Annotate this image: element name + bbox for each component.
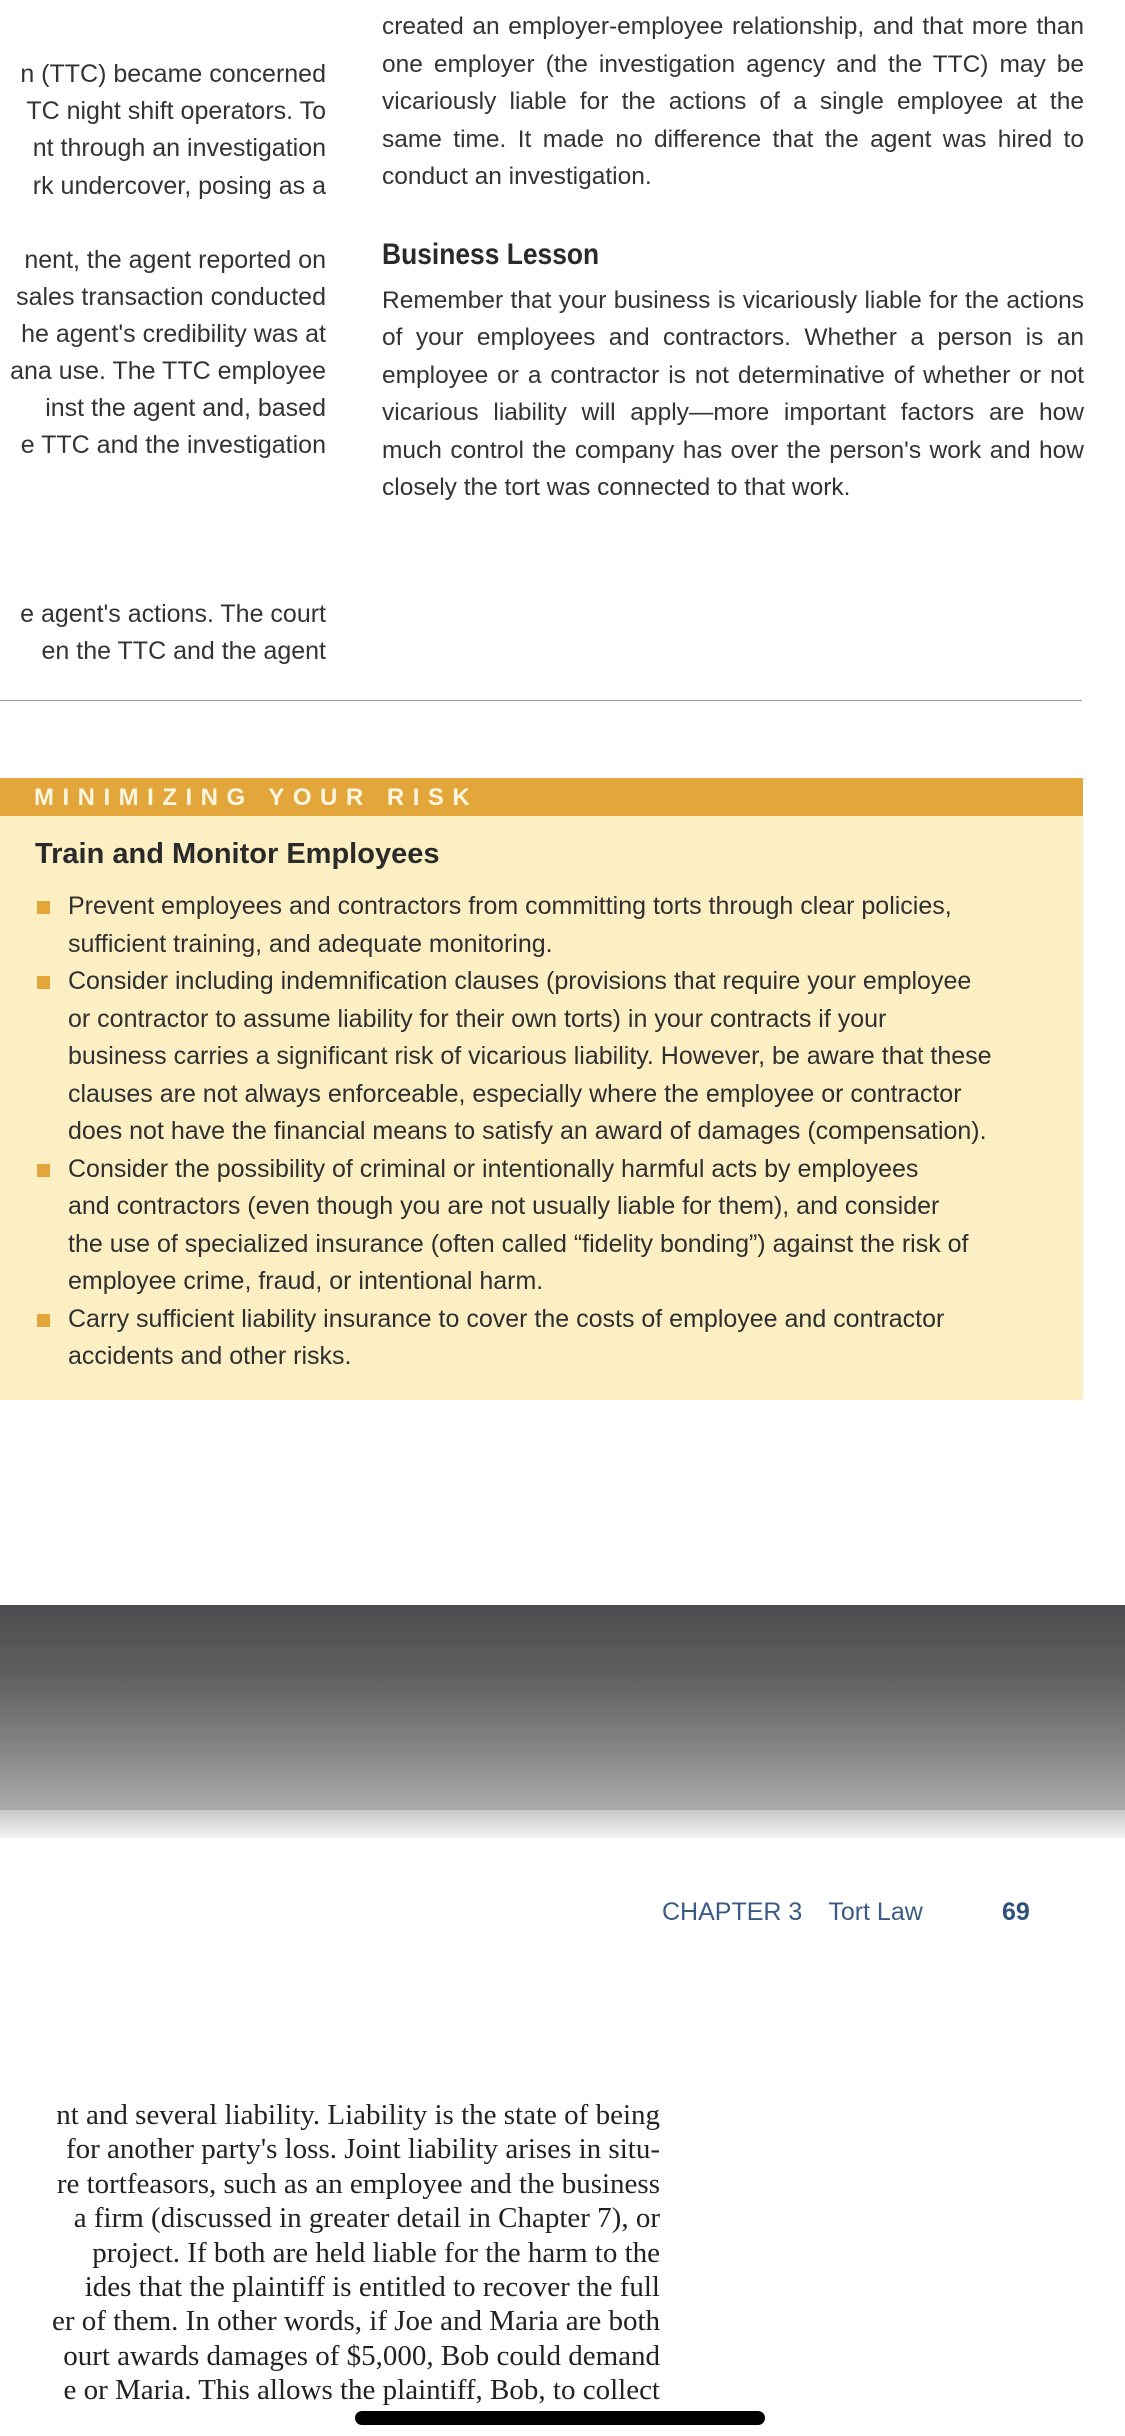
left-column-cropped: [0, 0, 340, 700]
left-text-line: n (TTC) became concerned: [20, 60, 326, 88]
risk-item-line: and contractors (even though you are not usually liable for them), and consider: [68, 1192, 940, 1220]
body-text-line: e or Maria. This allows the plaintiff, Bob, to collect: [63, 2374, 660, 2407]
section-divider: [0, 700, 1082, 701]
risk-item-line: employee crime, fraud, or intentional harm.: [68, 1267, 544, 1295]
risk-item-line: Carry sufficient liability insurance to cover the costs of employee and contractor: [68, 1304, 945, 1333]
page-edge: [0, 1810, 1125, 1838]
left-text-line: TC night shift operators. To: [26, 97, 326, 125]
risk-item-line: or contractor to assume liability for their own torts) in your contracts if your: [68, 1004, 887, 1033]
left-text-line: en the TTC and the agent: [41, 637, 326, 665]
risk-list-item: [0, 963, 1083, 1151]
square-bullet-icon: [37, 1164, 50, 1177]
case-paragraph: created an employer-employee relationship, and that more than one employer (the investigation agency and the TTC) may be vicariously liable for the actions of a single employee at the same time. It made no difference that the agent was hired to conduct an investigation.: [382, 13, 1084, 190]
square-bullet-icon: [37, 1314, 50, 1327]
bottom-page-text: [0, 2098, 660, 2408]
risk-item-line: the use of specialized insurance (often called “fidelity bonding”) against the risk of: [68, 1229, 969, 1258]
left-text-line: rk undercover, posing as a: [32, 172, 326, 200]
body-text-line: ides that the plaintiff is entitled to recover the full: [84, 2271, 660, 2304]
risk-list-item: [0, 1151, 1083, 1301]
left-text-line: inst the agent and, based: [45, 394, 326, 422]
square-bullet-icon: [37, 901, 50, 914]
risk-item-line: does not have the financial means to satisfy an award of damages (compensation).: [68, 1117, 987, 1145]
risk-list-item: [0, 888, 1083, 963]
chapter-title: Tort Law: [828, 1898, 923, 1926]
left-text-line: e TTC and the investigation: [20, 431, 326, 459]
chapter-number: CHAPTER 3: [662, 1898, 803, 1926]
business-lesson-text: Remember that your business is vicariously liable for the actions of your employees and contractors. Whether a person is an employee or a contractor is not determinative of whether or not vicarious liability will apply—more important factors are how much control the company has over the person's work and how closely the tort was connected to that work.: [382, 286, 1084, 501]
left-text-line: sales transaction conducted: [16, 283, 326, 311]
left-text-line: he agent's credibility was at: [21, 320, 326, 348]
risk-item-line: clauses are not always enforceable, especially where the employee or contractor: [68, 1079, 962, 1108]
body-text-line: nt and several liability. Liability is the state of being: [56, 2099, 660, 2131]
risk-list-item: [0, 1301, 1083, 1376]
page-gap-shadow: [0, 1605, 1125, 1810]
risk-banner: [0, 778, 1083, 816]
left-text-line: nent, the agent reported on: [24, 246, 326, 274]
square-bullet-icon: [37, 976, 50, 989]
risk-item-line: Consider the possibility of criminal or intentionally harmful acts by employees: [68, 1154, 919, 1183]
body-text-line: for another party's loss. Joint liability arises in situ-: [65, 2133, 660, 2166]
risk-list: [0, 888, 1083, 1376]
body-text-line: er of them. In other words, if Joe and Maria are both: [52, 2305, 660, 2338]
risk-item-line: business carries a significant risk of vicarious liability. However, be aware that these: [68, 1042, 992, 1070]
right-column: [382, 8, 1084, 507]
risk-banner-label: MINIMIZING YOUR RISK: [34, 784, 479, 811]
risk-item-line: sufficient training, and adequate monitoring.: [68, 929, 553, 958]
minimizing-risk-box: [0, 778, 1083, 1400]
body-text-line: ourt awards damages of $5,000, Bob could demand: [63, 2339, 660, 2372]
page-number: 69: [1002, 1898, 1030, 1926]
business-lesson-heading: Business Lesson: [382, 237, 600, 271]
home-indicator[interactable]: [355, 2411, 765, 2425]
risk-box-title: Train and Monitor Employees: [35, 838, 440, 870]
left-text-line: nt through an investigation: [32, 134, 326, 162]
risk-item-line: Consider including indemnification clauses (provisions that require your employee: [68, 967, 972, 995]
body-text-line: project. If both are held liable for the harm to the: [92, 2236, 660, 2269]
risk-item-line: Prevent employees and contractors from committing torts through clear policies,: [68, 892, 952, 920]
risk-item-line: accidents and other risks.: [68, 1342, 352, 1370]
left-text-line: e agent's actions. The court: [20, 600, 326, 628]
left-text-line: ana use. The TTC employee: [10, 357, 326, 385]
body-text-line: re tortfeasors, such as an employee and the business: [56, 2167, 660, 2200]
chapter-label: [662, 1898, 923, 1927]
body-text-line: a firm (discussed in greater detail in Chapter 7), or: [73, 2202, 660, 2235]
